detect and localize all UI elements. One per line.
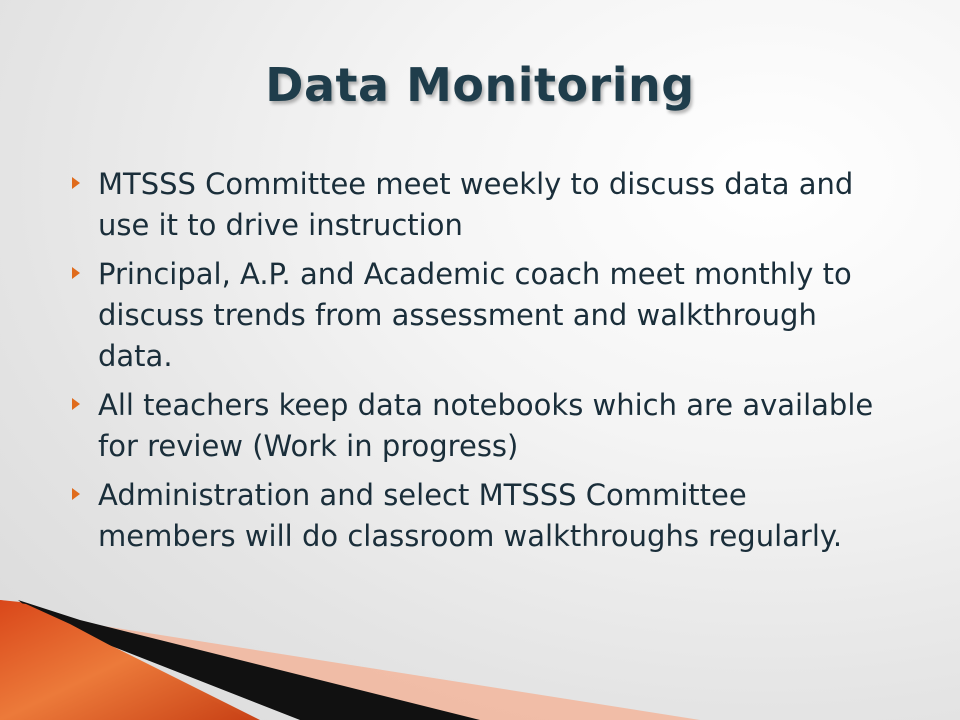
bullet-item (72, 385, 892, 467)
bullet-list (72, 164, 892, 565)
decorative-footer-swoosh (0, 600, 960, 720)
bullet-text: MTSSS Committee meet weekly to discuss data and use it to drive instruction (98, 167, 854, 242)
bullet-text: Principal, A.P. and Academic coach meet monthly to discuss trends from assessment and walkthrough data. (98, 257, 852, 373)
bullet-item (72, 254, 892, 377)
arrow-bullet-icon (72, 177, 80, 189)
bullet-text: Administration and select MTSSS Committee members will do classroom walkthroughs regularly. (98, 478, 843, 553)
arrow-bullet-icon (72, 398, 80, 410)
arrow-bullet-icon (72, 267, 80, 279)
bullet-text: All teachers keep data notebooks which are available for review (Work in progress) (98, 388, 874, 463)
arrow-bullet-icon (72, 488, 80, 500)
bullet-item (72, 164, 892, 246)
bullet-item (72, 475, 892, 557)
slide-title: Data Monitoring (265, 58, 695, 112)
